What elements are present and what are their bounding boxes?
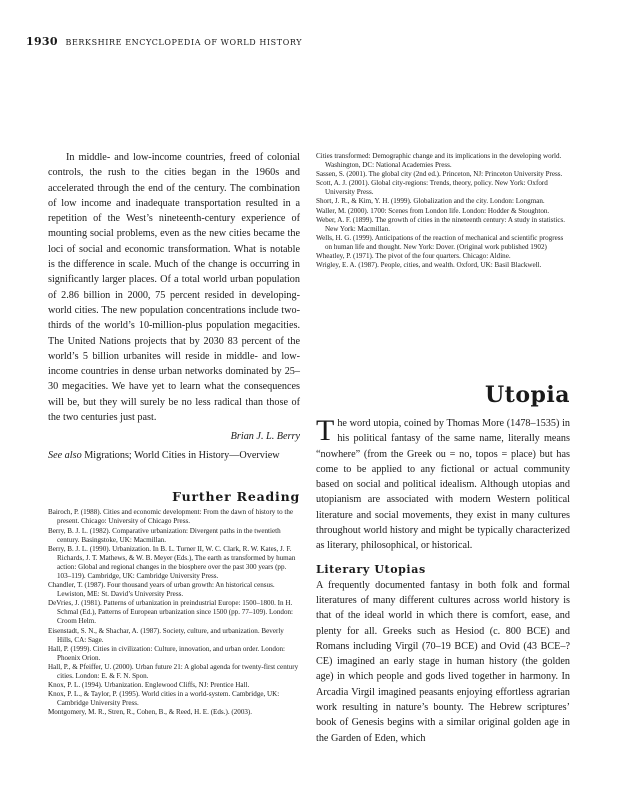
author-signature: Brian J. L. Berry [230, 431, 300, 443]
reference-item: Berry, B. J. L. (1982). Comparative urbanization: Divergent paths in the twentieth century. Basingstoke, UK: Macmillan. [48, 526, 281, 544]
see-also-label: See also [48, 450, 82, 462]
right-column [316, 152, 570, 270]
article-body [316, 416, 570, 746]
see-also [48, 448, 300, 463]
reference-item: Cities transformed: Demographic change and its implications in the developing world. Washington, DC: National Academies Press. [316, 152, 562, 170]
section-heading: Literary Utopias [316, 562, 426, 576]
intro-paragraph [316, 416, 570, 554]
reference-list [48, 508, 300, 717]
drop-cap: T [316, 414, 335, 447]
reference-item: Hall, P. (1999). Cities in civilization: Culture, innovation, and urban order. London: Phoenix Orion. [48, 644, 286, 662]
reference-item: Scott, A. J. (2001). Global city-regions: Trends, theory, policy. New York: Oxford University Press. [316, 179, 548, 197]
reference-item: Wells, H. G. (1999). Anticipations of the reaction of mechanical and scientific progress on human life and thought. New York: Dover. (Original work published 1902) [316, 233, 564, 251]
running-title: BERKSHIRE ENCYCLOPEDIA OF WORLD HISTORY [65, 38, 303, 47]
reference-item: Montgomery, M. R., Stren, R., Cohen, B., & Reed, H. E. (Eds.). (2003). [48, 708, 253, 717]
running-head [26, 35, 302, 48]
left-column [48, 150, 300, 718]
article-title: Utopia [484, 382, 570, 408]
reference-item: Sassen, S. (2001). The global city (2nd ed.). Princeton, NJ: Princeton University Press. [316, 170, 563, 179]
reference-item: Weber, A. F. (1899). The growth of cities in the nineteenth century: A study in statistics. New York: Macmillan. [316, 215, 566, 233]
page-number: 1930 [26, 35, 58, 48]
reference-item: Short, J. R., & Kim, Y. H. (1999). Globalization and the city. London: Longman. [316, 197, 545, 206]
reference-item: DeVries, J. (1981). Patterns of urbanization in preindustrial Europe: 1500–1800. In H. Schmal (Ed.), Patterns of European urbanization since 1500 (pp. 77–109). London: Croom Helm. [48, 599, 294, 626]
reference-item: Wrigley, E. A. (1987). People, cities, and wealth. Oxford, UK: Basil Blackwell. [316, 261, 542, 270]
reference-item: Wheatley, P. (1971). The pivot of the four quarters. Chicago: Aldine. [316, 252, 511, 261]
reference-list-continued [316, 152, 570, 270]
reference-item: Knox, P. L., & Taylor, P. (1995). World cities in a world-system. Cambridge, UK: Cambridge University Press. [48, 690, 280, 708]
reference-item: Hall, P., & Pfeiffer, U. (2000). Urban future 21: A global agenda for twenty-first century cities. London: E. & F. N. Spon. [48, 662, 299, 681]
reference-item: Eisenstadt, S. N., & Shachar, A. (1987). Society, culture, and urbanization. Beverly Hills, CA: Sage. [48, 626, 284, 644]
reference-item: Chandler, T. (1987). Four thousand years of urban growth: An historical census. Lewiston, ME: St. David’s University Press. [48, 581, 275, 599]
see-also-text: Migrations; World Cities in History—Overview [81, 450, 280, 462]
reference-item: Waller, M. (2000). 1700: Scenes from London life. London: Hodder & Stoughton. [316, 206, 550, 215]
reference-item: Bairoch, P. (1988). Cities and economic development: From the dawn of history to the present. Chicago: University of Chicago Press. [48, 508, 294, 526]
further-reading-heading: Further Reading [172, 489, 300, 505]
reference-item: Knox, P. L. (1994). Urbanization. Englewood Cliffs, NJ: Prentice Hall. [48, 681, 250, 690]
body-paragraph: In middle- and low-income countries, freed of colonial controls, the rush to the cities began in the 1960s and accelerated through the end of the century. The combination of low income and inadequate transportation resulted in a repetition of the West’s nineteenth-century experience of mounting social problems, even as the new cities became the loci of social and economic transformation. What is notable is the difference in scale. Much of the change is occurring in significantly larger places. Of a total world urban population of 2.86 billion in 2000, 75 percent resided in developing-world cities. The new population concentrations include two-thirds of the world’s 10-million-plus population megacities. The United Nations projects that by 2030 83 percent of the world’s 5 billion urbanites will reside in middle- and low-income countries in dense urban networks dominated by 25–30 megacities. We have yet to learn what the consequences will be, but they will surely be no less radical than those of the two centuries just past. [48, 152, 300, 424]
section-paragraph: A frequently documented fantasy in both folk and formal literatures of many different cultures across world history is that of the ideal world in which there is comfort, ease, and plenty for all. Greeks such as Hesiod (c. 800 BCE) and Romans including Virgil (70–19 BCE) and Ovid (43 BCE–?CE) imagined an early stage in human history (the golden age) in which people and gods lived together in harmony. In Arcadia Virgil imagined peasants enjoying effortless agrarian work resulting in nature’s bounty. The Hebrew scriptures’ book of Genesis begins with a similar original golden age in the Garden of Eden, which [316, 579, 570, 744]
intro-text: he word utopia, coined by Thomas More (1478–1535) in his political fantasy of the same name, literally means “nowhere” (from the Greek ou = no, topos = place) but has come to be applied to any fictional or actual community based on social and political idealism. Although utopias and utopianism are associated with modern Western political literature and social movements, they exist in many cultures throughout world history and might be typically characterized as literary, philosophical, or historical. [316, 418, 570, 552]
reference-item: Berry, B. J. L. (1990). Urbanization. In B. L. Turner II, W. C. Clark, R. W. Kates, J. F. Richards, J. T. Mathews, & W. B. Meyer (Eds.), The earth as transformed by human action: Global and regional changes in the biosphere over the past 300 years (pp. 103–119). Cambridge, UK: Cambridge University Press. [48, 544, 296, 580]
